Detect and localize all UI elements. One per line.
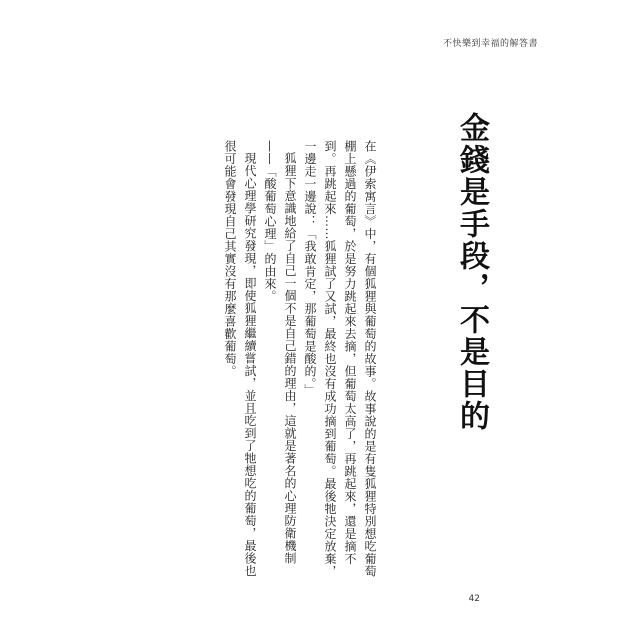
body-text <box>220 140 380 580</box>
paragraph-1: 在《伊索寓言》中，有個狐狸與葡萄的故事。故事說的是有隻狐狸特別想吃葡萄棚上懸過的葡萄，於是努力跳起來去摘，但葡萄太高了，再跳起來，還是摘不到。再跳起來……狐狸試了又試，最終也沒有成功摘到葡萄。最後牠決定放棄，一邊走一邊說：「我敢肯定，那葡萄是酸的。」 <box>303 140 377 578</box>
paragraph-3: 現代心理學研究發現，即使狐狸繼續嘗試，並且吃到了牠想吃的葡萄，最後也很可能會發現自己其實沒有那麼喜歡葡萄。 <box>223 140 257 577</box>
paragraph-2: 狐狸下意識地給了自己一個不是自己錯的理由，這就是著名的心理防衛機制——「酸葡萄心理」的由來。 <box>263 140 297 565</box>
page-number: 42 <box>468 594 480 604</box>
running-head: 不快樂到幸福的解答書 <box>442 39 538 49</box>
chapter-title: 金錢是手段，不是目的 <box>454 112 489 432</box>
